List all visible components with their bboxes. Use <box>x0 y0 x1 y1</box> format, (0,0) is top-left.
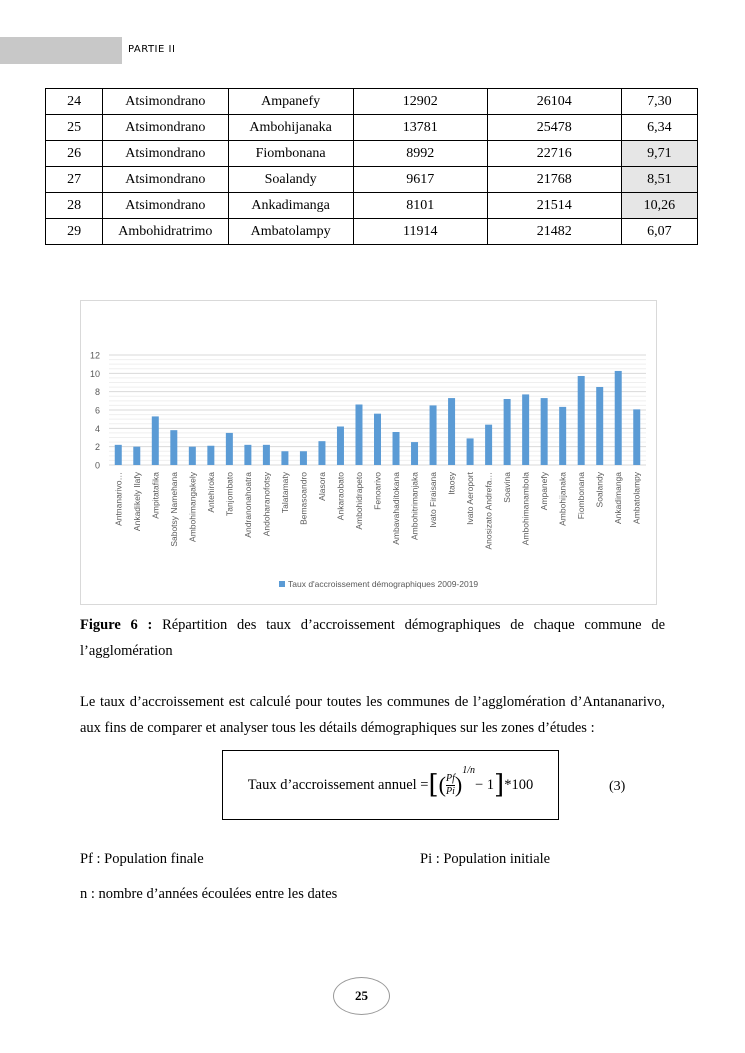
x-tick-label: Andoharanofotsy <box>261 472 272 537</box>
x-tick-label: Antehiroka <box>205 472 216 513</box>
y-tick-label: 6 <box>94 405 100 416</box>
table-cell: 13781 <box>353 115 487 141</box>
table-cell: 21768 <box>487 167 621 193</box>
bar <box>244 445 251 465</box>
x-tick-label: Ambohitrimanjaka <box>409 472 420 541</box>
x-tick-label: Talatamaty <box>279 472 290 514</box>
table-cell: Atsimondrano <box>103 167 228 193</box>
bar <box>596 387 603 465</box>
x-tick-label: Tanjombato <box>224 472 235 516</box>
definition-pf: Pf : Population finale <box>80 851 204 867</box>
table-cell: 6,07 <box>621 219 697 245</box>
x-tick-label: Ambavahaditokana <box>391 472 402 545</box>
table-cell: 9,71 <box>621 141 697 167</box>
table-cell: Atsimondrano <box>103 89 228 115</box>
bar <box>578 376 585 465</box>
table-cell: Atsimondrano <box>103 141 228 167</box>
table-row <box>46 89 698 115</box>
definition-pi: Pi : Population initiale <box>420 851 551 867</box>
bar <box>559 407 566 465</box>
table-cell: Atsimondrano <box>103 115 228 141</box>
bar <box>355 405 362 466</box>
y-tick-label: 4 <box>94 423 100 434</box>
bar <box>430 405 437 465</box>
x-tick-label: Bemasoandro <box>298 472 309 525</box>
x-tick-label: Andranonahoatra <box>242 472 253 538</box>
bar <box>226 433 233 465</box>
figure-caption <box>80 612 665 664</box>
x-tick-label: Antnanarivo… <box>113 472 124 526</box>
x-tick-label: Ambohimanambola <box>520 472 531 546</box>
x-tick-label: Itaosy <box>446 472 457 495</box>
table-cell: 22716 <box>487 141 621 167</box>
table-cell: 8101 <box>353 193 487 219</box>
table-cell: Ambatolampy <box>228 219 353 245</box>
x-tick-label: Ampitatafika <box>150 472 161 519</box>
body-paragraph: Le taux d’accroissement est calculé pour toutes les communes de l’agglomération d’Antananarivo, aux fins de comparer et analyser tous les détails démographiques sur les zones d’études : <box>80 694 665 736</box>
table-cell: Fiombonana <box>228 141 353 167</box>
bar <box>133 447 140 465</box>
formula-exponent: 1/n <box>462 765 475 776</box>
table-cell: Ampanefy <box>228 89 353 115</box>
table-cell: 10,26 <box>621 193 697 219</box>
x-tick-label: Ambatolampy <box>631 472 642 524</box>
population-table <box>45 88 698 245</box>
bar <box>633 409 640 465</box>
bar <box>207 446 214 465</box>
chart-svg <box>81 301 656 604</box>
figure-caption-text: Répartition des taux d’accroissement démographiques de chaque commune de l’agglomération <box>80 617 666 659</box>
x-tick-label: Ampanefy <box>539 472 550 511</box>
table-cell: 29 <box>46 219 103 245</box>
table-row <box>46 167 698 193</box>
bar <box>485 425 492 465</box>
bar <box>374 414 381 465</box>
bar <box>115 445 122 465</box>
legend-swatch <box>279 581 285 587</box>
table-row <box>46 193 698 219</box>
bar <box>615 371 622 465</box>
table-row <box>46 219 698 245</box>
growth-rate-chart <box>80 300 657 605</box>
equation-number: (3) <box>609 779 626 794</box>
x-tick-label: Ambohidrapeto <box>353 472 364 530</box>
formula-minus: − 1 <box>474 776 495 793</box>
x-tick-label: Soalandy <box>594 472 605 508</box>
table-cell: 26104 <box>487 89 621 115</box>
bar <box>152 416 159 465</box>
table-cell: 28 <box>46 193 103 219</box>
formula-numerator: Pf <box>445 772 455 784</box>
bar <box>467 438 474 465</box>
table-cell: 21514 <box>487 193 621 219</box>
bar <box>189 447 196 465</box>
x-tick-label: Fenoarivo <box>372 472 383 510</box>
bar <box>522 394 529 465</box>
table-cell: 9617 <box>353 167 487 193</box>
x-tick-label: Ambohimangakely <box>187 472 198 542</box>
table-cell: 27 <box>46 167 103 193</box>
table-cell: 24 <box>46 89 103 115</box>
formula-box: Taux d’accroissement annuel = [ ( $\frac{Pf}{Pi}$ ) $^{1/n}$ − 1 ] *100 <box>222 750 559 820</box>
bar <box>448 398 455 465</box>
bar <box>393 432 400 465</box>
table-cell: 25 <box>46 115 103 141</box>
table-cell: 8992 <box>353 141 487 167</box>
bar <box>281 451 288 465</box>
table-cell: Ankadimanga <box>228 193 353 219</box>
y-tick-label: 8 <box>94 387 100 398</box>
legend-label: Taux d'accroissement démographiques 2009-2019 <box>288 579 479 589</box>
y-tick-label: 2 <box>94 442 100 453</box>
table-cell: 25478 <box>487 115 621 141</box>
figure-label: Figure 6 : <box>80 617 153 633</box>
table-cell: 21482 <box>487 219 621 245</box>
y-tick-label: 10 <box>89 368 100 379</box>
x-tick-label: Ankadimanga <box>613 472 624 524</box>
definition-n: n : nombre d’années écoulées entre les dates <box>80 886 338 902</box>
bar <box>337 427 344 466</box>
table-cell: 6,34 <box>621 115 697 141</box>
x-tick-label: Ankaraobato <box>335 472 346 521</box>
table-cell: Ambohijanaka <box>228 115 353 141</box>
table-row <box>46 115 698 141</box>
table-cell: 7,30 <box>621 89 697 115</box>
y-tick-label: 12 <box>89 350 100 361</box>
table-cell: 26 <box>46 141 103 167</box>
formula-lhs: Taux d’accroissement annuel = <box>247 776 429 793</box>
x-tick-label: Fiombonana <box>576 472 587 520</box>
table-cell: Soalandy <box>228 167 353 193</box>
bar <box>541 398 548 465</box>
x-tick-label: Soavina <box>502 472 513 503</box>
header-bar <box>0 37 122 64</box>
table-row <box>46 141 698 167</box>
bar <box>170 430 177 465</box>
table-cell: Ambohidratrimo <box>103 219 228 245</box>
formula-rhs: *100 <box>504 776 534 793</box>
x-tick-label: Ambohijanaka <box>557 472 568 526</box>
bar <box>318 441 325 465</box>
x-tick-label: Sabotsy Namehana <box>168 472 179 547</box>
y-tick-label: 0 <box>94 460 100 471</box>
formula-denominator: Pi <box>445 785 455 797</box>
section-header: PARTIE II <box>128 44 176 55</box>
bar <box>300 451 307 465</box>
x-tick-label: Ivato Aeroport <box>465 472 476 525</box>
bar <box>411 442 418 465</box>
x-tick-label: Ivato Firaisana <box>428 472 439 528</box>
bar <box>504 399 511 465</box>
bar <box>263 445 270 465</box>
table-cell: 12902 <box>353 89 487 115</box>
x-tick-label: Ankadikely Ilafy <box>131 472 142 532</box>
page-number: 25 <box>333 977 390 1015</box>
table-cell: 8,51 <box>621 167 697 193</box>
x-tick-label: Alasora <box>316 472 327 501</box>
table-cell: Atsimondrano <box>103 193 228 219</box>
x-tick-label: Anosizato Andrefa… <box>483 472 494 550</box>
table-cell: 11914 <box>353 219 487 245</box>
